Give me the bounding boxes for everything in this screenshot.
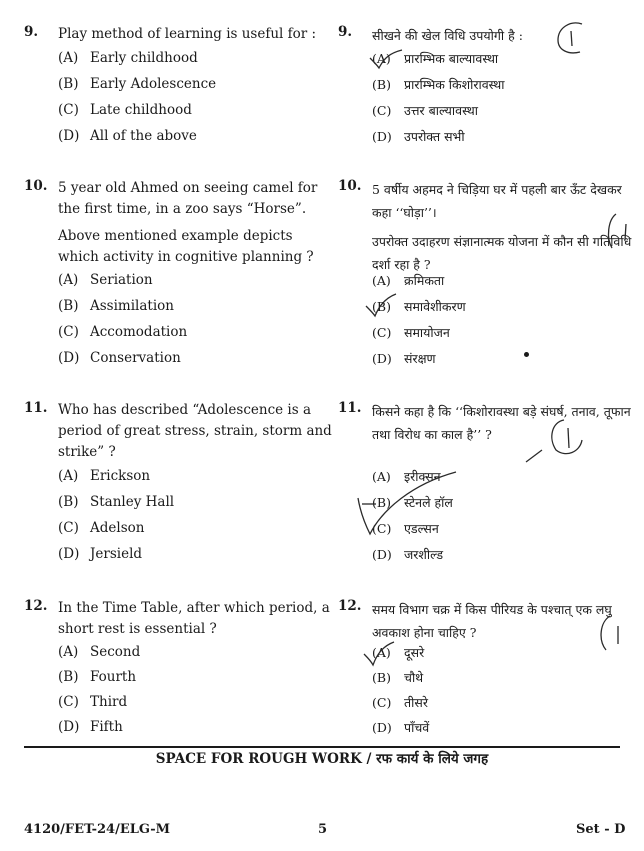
option-d: (D) संरक्षण: [372, 351, 436, 366]
option-b: (B) Assimilation: [58, 298, 174, 314]
handwritten-tick-mark: [368, 48, 408, 72]
option-d: (D) जरशील्ड: [372, 547, 444, 562]
option-c: (C) Adelson: [58, 520, 145, 536]
option-b: (B) Early Adolescence: [58, 76, 217, 92]
question-number: 11.: [24, 400, 48, 416]
option-a: (A) Early childhood: [58, 50, 198, 66]
question-text: Play method of learning is useful for :: [58, 26, 317, 42]
option-c: (C) Late childhood: [58, 102, 192, 118]
handwritten-tick-mark: [362, 640, 398, 668]
option-a: (A) प्रारम्भिक बाल्यावस्था: [372, 51, 499, 66]
page-number: 5: [318, 822, 328, 837]
question-text: 5 year old Ahmed on seeing camel for the first time, in a zoo says “Horse”. Above mentioned example depicts which activity in cognitive planning ?: [58, 180, 318, 265]
rough-work-heading: SPACE FOR ROUGH WORK / रफ कार्य के लिये जगह: [155, 751, 489, 767]
question-number: 9.: [338, 24, 353, 40]
option-d: (D) पाँचवें: [372, 720, 430, 735]
option-b: (B) Fourth: [58, 669, 137, 685]
rough-work-divider: [24, 746, 620, 748]
option-c: (C) एडल्सन: [372, 521, 439, 536]
option-b: (B) प्रारम्भिक किशोरावस्था: [372, 77, 505, 92]
option-c: (C) Third: [58, 694, 128, 710]
paper-code: 4120/FET-24/ELG-M: [24, 822, 171, 837]
handwritten-circle-mark: [522, 416, 592, 464]
option-a: (A) इरीक्सन: [372, 469, 441, 484]
option-c: (C) समायोजन: [372, 325, 450, 340]
option-d: (D) Jersield: [58, 546, 143, 562]
question-number: 12.: [338, 598, 362, 614]
option-a: (A) Erickson: [58, 468, 151, 484]
question-number: 11.: [338, 400, 362, 416]
question-text: 5 वर्षीय अहमद ने चिड़िया घर में पहली बार ऊँट देखकर कहा ‘‘घोड़ा’’। उपरोक्त उदाहरण संज्ञानात्मक योजना में कौन सी गतिविधि दर्शा रहा है ?: [372, 182, 632, 272]
option-a: (A) क्रमिकता: [372, 273, 445, 288]
option-d: (D) All of the above: [58, 128, 197, 144]
option-d: (D) Conservation: [58, 350, 181, 366]
option-b: (B) स्टेनले हॉल: [372, 495, 453, 510]
handwritten-circle-mark: [596, 612, 636, 656]
question-text: किसने कहा है कि ‘‘किशोरावस्था बड़े संघर्ष, तनाव, तूफान तथा विरोध का काल है’’ ?: [372, 404, 631, 442]
ink-dot: [524, 352, 529, 357]
handwritten-tick-mark: [352, 470, 462, 540]
handwritten-circle-mark: [552, 18, 592, 58]
question-text: समय विभाग चक्र में किस पीरियड के पश्चात् एक लघु अवकाश होना चाहिए ?: [372, 602, 612, 640]
question-number: 10.: [24, 178, 48, 194]
option-d: (D) उपरोक्त सभी: [372, 129, 465, 144]
question-text: In the Time Table, after which period, a short rest is essential ?: [58, 600, 330, 637]
handwritten-circle-mark: [604, 210, 640, 254]
option-b: (B) Stanley Hall: [58, 494, 175, 510]
option-c: (C) तीसरे: [372, 695, 428, 710]
option-c: (C) Accomodation: [58, 324, 188, 340]
handwritten-tick-mark: [364, 292, 400, 320]
question-number: 12.: [24, 598, 48, 614]
question-text: Who has described “Adolescence is a period of great stress, strain, storm and strike” ?: [58, 402, 332, 460]
option-b: (B) चौथे: [372, 670, 424, 685]
option-a: (A) Second: [58, 644, 141, 660]
set-label: Set - D: [576, 822, 626, 837]
option-a: (A) Seriation: [58, 272, 153, 288]
option-b: (B) समावेशीकरण: [372, 299, 466, 314]
option-c: (C) उत्तर बाल्यावस्था: [372, 103, 478, 118]
question-number: 9.: [24, 24, 39, 40]
option-a: (A) दूसरे: [372, 645, 425, 660]
option-d: (D) Fifth: [58, 719, 123, 735]
question-number: 10.: [338, 178, 362, 194]
question-text: सीखने की खेल विधि उपयोगी है :: [372, 28, 523, 43]
